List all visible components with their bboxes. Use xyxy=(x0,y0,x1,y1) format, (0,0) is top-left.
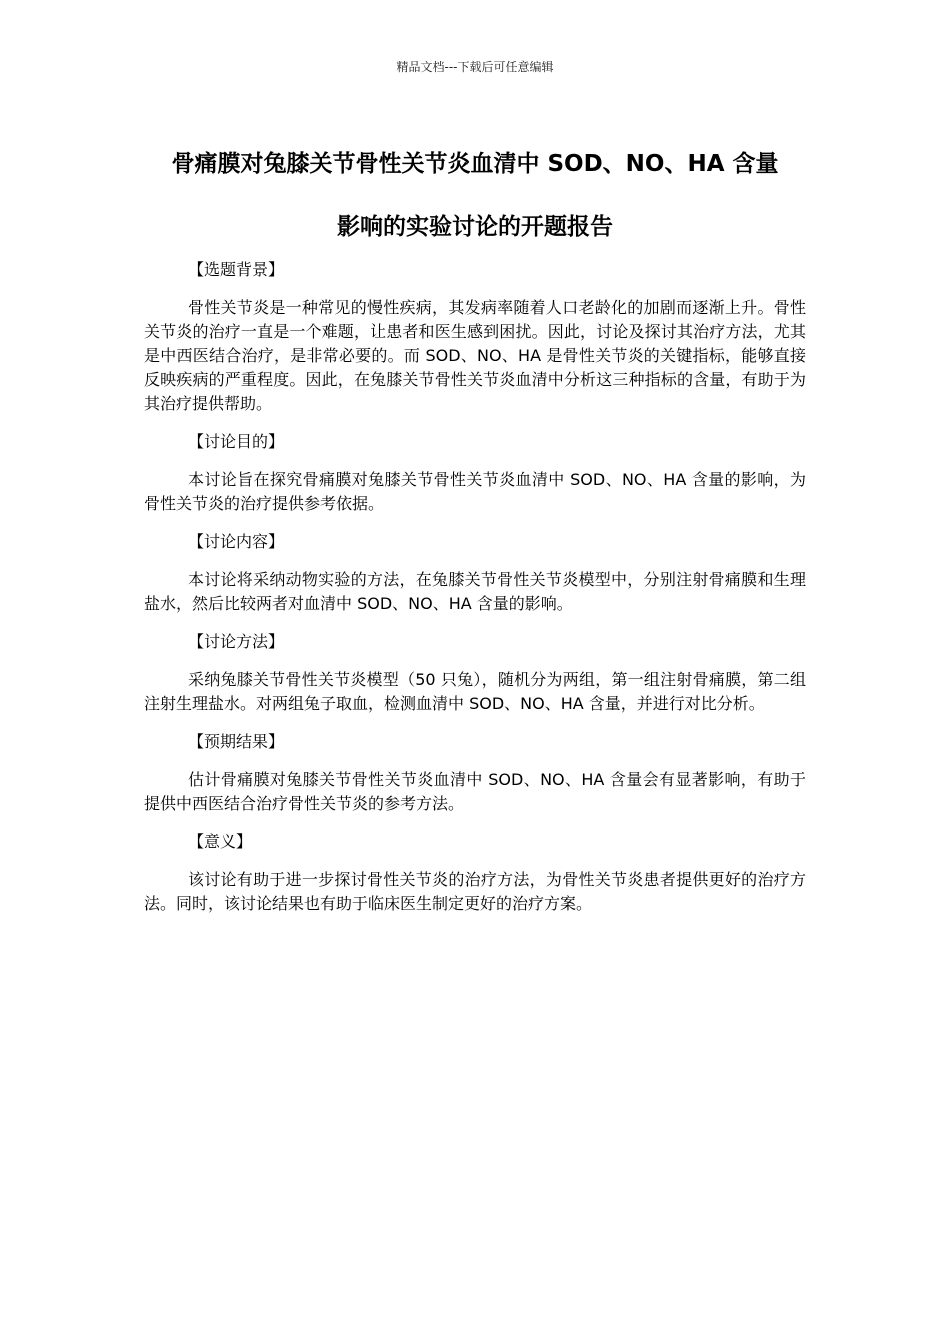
section-purpose xyxy=(144,430,806,516)
section-expected-results xyxy=(144,730,806,816)
section-content xyxy=(144,530,806,616)
document-body xyxy=(144,258,806,930)
section-paragraph: 采纳兔膝关节骨性关节炎模型（50 只兔），随机分为两组，第一组注射骨痛膜，第二组注射生理盐水。对两组兔子取血，检测血清中 SOD、NO、HA 含量，并进行对比分析。 xyxy=(144,670,806,713)
section-method xyxy=(144,630,806,716)
section-paragraph: 该讨论有助于进一步探讨骨性关节炎的治疗方法，为骨性关节炎患者提供更好的治疗方法。同时，该讨论结果也有助于临床医生制定更好的治疗方案。 xyxy=(144,870,806,913)
section-paragraph: 估计骨痛膜对兔膝关节骨性关节炎血清中 SOD、NO、HA 含量会有显著影响，有助于提供中西医结合治疗骨性关节炎的参考方法。 xyxy=(144,770,806,813)
section-heading: 【意义】 xyxy=(188,832,253,851)
header-note: 精品文档---下载后可任意编辑 xyxy=(396,60,554,74)
section-heading: 【预期结果】 xyxy=(188,732,285,751)
title-line-1: 骨痛膜对兔膝关节骨性关节炎血清中 SOD、NO、HA 含量 xyxy=(171,151,779,177)
section-heading: 【讨论方法】 xyxy=(188,632,285,651)
section-paragraph: 本讨论旨在探究骨痛膜对兔膝关节骨性关节炎血清中 SOD、NO、HA 含量的影响，为骨性关节炎的治疗提供参考依据。 xyxy=(144,470,806,513)
section-heading: 【讨论目的】 xyxy=(188,432,285,451)
section-background xyxy=(144,258,806,416)
title-line-2: 影响的实验讨论的开题报告 xyxy=(337,214,613,240)
section-paragraph: 骨性关节炎是一种常见的慢性疾病，其发病率随着人口老龄化的加剧而逐渐上升。骨性关节炎的治疗一直是一个难题，让患者和医生感到困扰。因此，讨论及探讨其治疗方法，尤其是中西医结合治疗，是非常必要的。而 SOD、NO、HA 是骨性关节炎的关键指标，能够直接反映疾病的严重程度。因此，在兔膝关节骨性关节炎血清中分析这三种指标的含量，有助于为其治疗提供帮助。 xyxy=(144,298,806,413)
document-title xyxy=(120,133,830,259)
section-heading: 【选题背景】 xyxy=(188,260,285,279)
section-heading: 【讨论内容】 xyxy=(188,532,285,551)
section-significance xyxy=(144,830,806,916)
section-paragraph: 本讨论将采纳动物实验的方法，在兔膝关节骨性关节炎模型中，分别注射骨痛膜和生理盐水，然后比较两者对血清中 SOD、NO、HA 含量的影响。 xyxy=(144,570,806,613)
